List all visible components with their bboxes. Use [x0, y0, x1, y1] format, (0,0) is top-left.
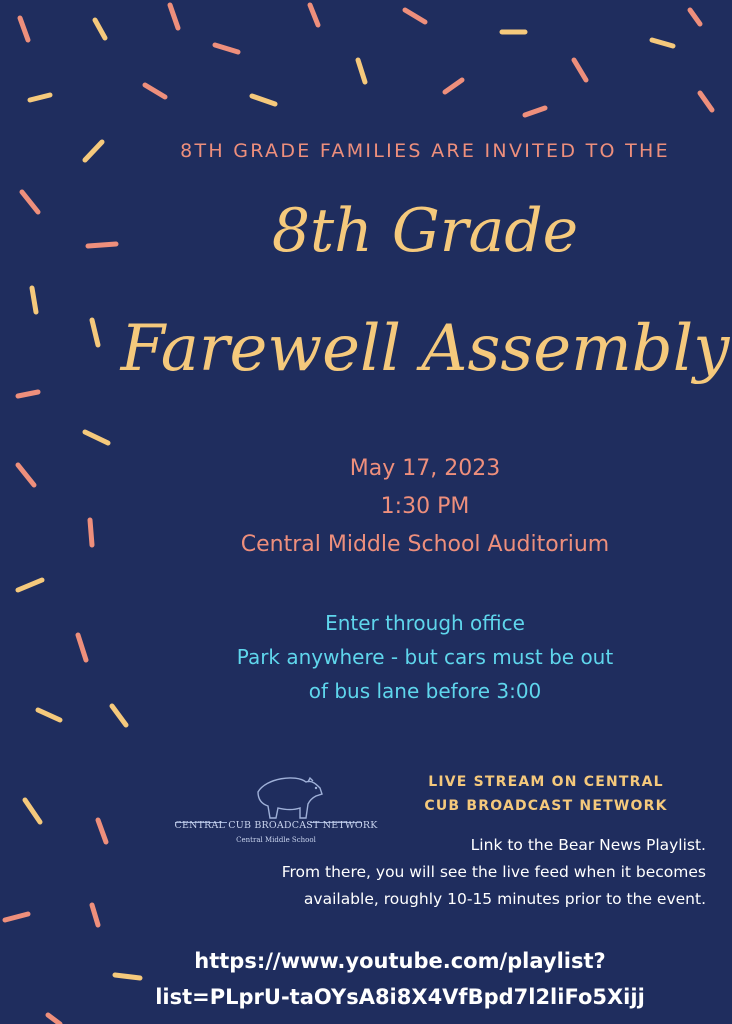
livestream-body-line-2: From there, you will see the live feed when it becomes	[281, 863, 706, 881]
event-location: Central Middle School Auditorium	[240, 532, 610, 557]
playlist-url-line-1[interactable]: https://www.youtube.com/playlist?	[194, 949, 606, 973]
playlist-url-line-2[interactable]: list=PLprU-taOYsA8i8X4VfBpd7l2liFo5Xijj	[155, 985, 645, 1009]
note-park-line-2: of bus lane before 3:00	[308, 679, 542, 703]
livestream-instructions	[106, 832, 706, 913]
event-time: 1:30 PM	[380, 494, 470, 519]
event-title-line-1: 8th Grade	[271, 196, 579, 266]
livestream-heading-line-1: LIVE STREAM ON CENTRAL	[428, 774, 664, 790]
livestream-heading	[396, 770, 696, 818]
logo-name: CENTRAL CUB BROADCAST NETWORK	[174, 820, 378, 831]
event-title-line-2: Farewell Assembly	[120, 312, 730, 386]
livestream-body-line-1: Link to the Bear News Playlist.	[470, 836, 706, 854]
note-park-line-1: Park anywhere - but cars must be out	[236, 645, 614, 669]
note-enter: Enter through office	[325, 611, 525, 635]
invite-line: 8TH GRADE FAMILIES ARE INVITED TO THE	[180, 140, 670, 162]
event-details	[0, 450, 732, 564]
logo-subtitle: Central Middle School	[236, 836, 316, 844]
playlist-link[interactable]	[0, 943, 732, 1015]
event-date: May 17, 2023	[349, 456, 501, 481]
arrival-notes	[0, 606, 732, 708]
livestream-body-line-3: available, roughly 10-15 minutes prior to the event.	[303, 890, 706, 908]
livestream-heading-line-2: CUB BROADCAST NETWORK	[424, 798, 668, 814]
